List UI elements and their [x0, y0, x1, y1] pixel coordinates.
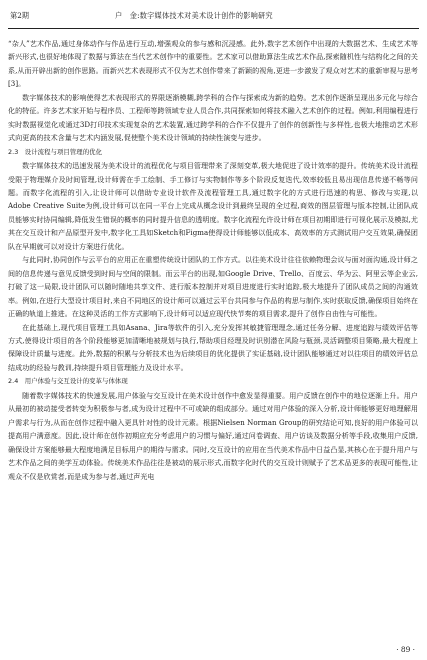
paragraph: 与此同时,协同创作与云平台的应用正在重塑传统设计团队的工作方式。以往美术设计往往依赖物理会议与面对面沟通,设计师之间的信息传递与意见反馈受到时间与空间的限制。而云平台的出现,如Google Drive、Trello、百度云、华为云、阿里云等企业云,打破了这一局限,设计团队可以随时随地共享文件、进行版本控制并对项目进度进行实时追踪,极大地提升了团队成员之间的沟通效率。例如,在进行大型设计项目时,来自不同地区的设计师可以通过云平台共同参与作品的构思与制作,实时获取反馈,确保项目始终在正确的轨道上推进。在这种灵活的工作方式影响下,设计师可以适应现代快节奏的项目需求,提升了创作自由性与可能性。: [8, 255, 418, 319]
section-heading: 2.3 设计流程与项目管理的优化: [8, 147, 103, 156]
article-body: [8, 37, 418, 483]
paragraph: 在此基础上,现代项目管理工具如Asana、Jira等软件的引入,充分发挥其敏捷管理理念,通过任务分解、进度追踪与绩效评估等方式,使得设计项目的各个阶段能够更加清晰地被规划与执行,帮助项目经理及时识别潜在风险与瓶颈,灵活调整项目策略,最大程度上保障设计质量与进度。此外,数据的积累与分析技术也为后续项目的优化提供了实证基础,设计团队能够通过对以往项目的绩效评估总结成功的经验与教训,持续提升项目管理能力及设计水平。: [8, 322, 418, 372]
running-title: 户 金:数字媒体技术对美术设计创作的影响研究: [115, 11, 273, 20]
page-number: · 89 ·: [396, 645, 415, 654]
paragraph: “杂人”艺术作品,通过身体动作与作品进行互动,增强观众的参与感和沉浸感。此外,数字艺术创作中出现的大数据艺术、生成艺术等新兴形式,也很好地体现了数据与算法在当代艺术创作中的重要性。艺术家可以借助算法生成艺术作品,探索随机性与结构化之间的关系,从而开辟出新的创作思路。而新兴艺术表现形式不仅为艺术创作带来了新颖的视角,更进一步激发了观众对艺术的重新审视与思考[3]。: [8, 39, 418, 89]
paragraph: 数字媒体技术的迅速发展为美术设计的流程优化与项目管理带来了深刻变革,极大地促进了设计效率的提升。传统美术设计流程受限于物理媒介及时间管理,设计师需在手工绘制、手工修订与实物制作等多个阶段反复迭代,效率较低且易出现信息传递不畅等问题。而数字化流程的引入,让设计师可以借助专业设计软件及流程管理工具,通过数字化的方式进行迅速的构思、修改与实现,以Adobe Creative Suite为例,设计师可以在同一平台上完成从概念设计到最终呈现的全过程,商效的图层管理与版本控制,让团队成员能够实时协同编辑,降低发生错误的概率的同时提升信息的透明度。数字化流程允许设计师在项目初期即进行可视化展示及模拟,尤其在交互设计和产品原型开发中,数字化工具如Sketch和Figma使得设计师能够以低成本、高效率的方式测试用户交互效果,确保团队在早期就可以对设计方案进行优化。: [8, 161, 418, 251]
header-rule: [8, 28, 419, 29]
section-heading: 2.4 用户体验与交互设计的变革与体体现: [8, 377, 128, 386]
paragraph: 数字媒体技术的影响使得艺术表现形式的界限逐渐模糊,跨学科的合作与探索成为新的趋势。艺术创作逐渐呈现出多元化与综合化的特征。许多艺术家开始与程序员、工程师等跨领域专业人员合作,共同探索如何将技术融入艺术创作的过程。例如,利用编程进行实时数据视觉化或通过3D打印技术实现复杂的艺术装置,通过跨学科的合作不仅提升了创作的创新性与多样性,也极大地推动艺术形式向更高的技术含量与艺术内涵发展,促使整个美术设计领域的持续性演变与进步。: [8, 92, 418, 143]
issue-number: 第2期: [10, 11, 29, 20]
paragraph: 随着数字媒体技术的快速发展,用户体验与交互设计在美术设计创作中愈发显得重要。用户反馈在创作中的地位逐渐上升。用户从最初的被动接受者转变为积极参与者,成为设计过程中不可或缺的组成部分。通过对用户体验的深入分析,设计师能够更好地理解用户需求与行为,从而在创作过程中融入更具针对性的设计元素。根据Nielsen Norman Group的研究结论可知,良好的用户体验可以提高用户满意度。因此,设计师在创作初期应充分考虑用户的习惯与偏好,通过问卷调查、用户访谈及数据分析等手段,收集用户反馈,确保设计方案能够最大程度地满足目标用户的期待与需求。同时,交互设计的应用在当代美术作品中日益凸显,其核心在于提升用户与艺术作品之间的美学互动体验。传统美术作品往往是被动的展示形式,而数字化时代的交互设计则赋予了艺术品更多的表现可能性,让观众不仅是欣赏者,而是成为参与者,通过声光电: [8, 390, 418, 481]
running-header: [10, 9, 415, 23]
